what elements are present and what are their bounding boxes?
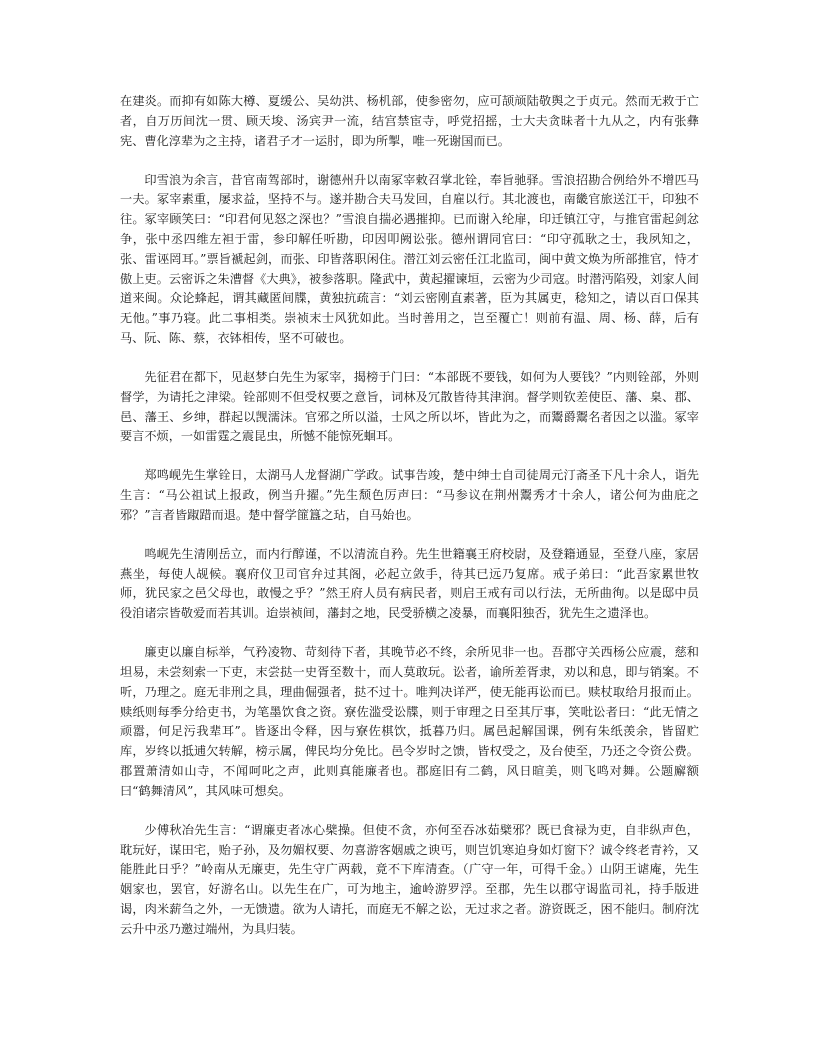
paragraph-4: 郑鸣岘先生掌铨日，太湖马人龙督湖广学政。试事告竣，楚中绅士自司徒周元汀斋圣下凡十余人，诣先生言：“马公祖试上报政，例当升擢。”先生颓色厉声曰：“马参议在荆州鬻秀才十余人，诸公何为曲庇之邪？”言者皆踧踖而退。楚中督学篚簋之玷，自马始也。 <box>120 468 699 522</box>
document-page <box>120 92 699 940</box>
paragraph-7: 少傅秋冶先生言：“谓廉吏者冰心檗操。但使不贪，亦何至吞冰茹檗邪？既已食禄为吏，自非纵声色，耽玩好，谋田宅，贻子孙，及勿媚权要、勿喜游客姻戚之谀丐，则岂饥寒迫身如灯窗下？诚令终老青衿，又能胜此日乎？”岭南从无廉吏，先生守广两载，竟不下库清查。（广守一年，可得千金。）山阴王谑庵，先生姻家也，罢官，好游名山。以先生在广，可为地主，逾岭游罗浮。至郡，先生以郡守谒监司礼，持手版进谒，肉米薪刍之外，一无馈遗。欲为人请托，而庭无不解之讼，无过求之者。游资既乏，困不能归。制府沈云升中丞乃邀过端州，为具归装。 <box>120 822 699 936</box>
paragraph-2: 印雪浪为余言，昔官南驾部时，谢德州升以南冢宰敕召掌北铨，奉旨驰驿。雪浪招勘合例给外不增匹马一夫。冢宰素重，屡求益，坚持不与。遂并勘合夫马发回，自雇以行。其北渡也，南畿官旅送江干，印独不往。冢宰顾笑曰：“印君何见怒之深也？”雪浪自揣必遇摧抑。已而谢入纶扉，印迁镇江守，与推官雷起剑忿争，张中丞四维左袒于雷，参印解任听勘，印因叩阙讼张。德州谓同官曰：“印守孤耿之士，我夙知之，张、雷诬罔耳。”票旨褫起剑，而张、印皆落职闲住。潜江刘云密任江北监司，闽中黄文焕为所部推官，恃才傲上吏。云密诉之朱漕督《大典》，被参落职。隆武中，黄起擢谏垣，云密为少司寇。时潜沔陷殁，刘家人间道来闽。众论蜂起，谓其藏匿间牒，黄独抗疏言：“刘云密刚直素著，臣为其属吏，稔知之，请以百口保其无他。”事乃寝。此二事相类。崇祯末士风犹如此。当时善用之，岂至覆亡！则前有温、周、杨、薛，后有马、阮、陈、蔡，衣钵相传，坚不可破也。 <box>120 172 699 345</box>
paragraph-6: 廉吏以廉自标举，气矜凌物、苛刻待下者，其晚节必不终，余所见非一也。吾郡守关西杨公应震，慈和坦易，未尝刻索一下吏，末尝挞一史胥至数十，而人莫敢玩。讼者，谕所差胥隶，劝以和息，即与销案。不听，乃理之。庭无非刑之具，理曲倔强者，挞不过十。唯判决详严，使无能再讼而已。赎杖取给月报而止。赎纸则每季分给吏书，为笔墨饮食之资。寮佐滥受讼牒，则于审理之日至其厅事，笑吡讼者曰：“此无情之顽嚣，何足污我辈耳”。皆逐出令释，因与寮佐棋饮，抵暮乃归。属邑起解国课，例有朱纸羡余，皆留贮库，岁终以抵逋欠转解，榜示属，俾民均分免比。邑令岁时之馈，皆权受之，及台使至，乃还之令资公费。郡置萧清如山寺，不闻呵叱之声，此则真能廉者也。郡庭旧有二鹤，风日暄美，则飞鸣对舞。公题廨额曰“鹤舞清风”，其风味可想矣。 <box>120 645 699 798</box>
paragraph-5: 鸣岘先生清刚岳立，而内行醇谨，不以清流自矜。先生世籍襄王府校尉，及登籍通显，至登八座，家居燕坐，每使人觇候。襄府仪卫司官弁过其阁，必起立敛手，待其已远乃复席。戒子弟曰：“此吾家累世牧师，犹民家之邑父母也，敢慢之乎？”然王府人员有病民者，则启王戒有司以行法，无所曲徇。以是邸中员役洎诸宗皆敬爱而若其训。迨崇祯间，藩封之地，民受骄横之凌暴，而襄阳独否，犹先生之遗泽也。 <box>120 546 699 621</box>
paragraph-1: 在建炎。而抑有如陈大樽、夏缓公、吴幼洪、杨机部，使参密勿，应可颉颃陆敬舆之于贞元。然而无救于亡者，自万历间沈一贯、顾天埈、汤宾尹一流，结宫禁宦寺，呼党招摇，士大夫贪昧者十九从之，内有张彝宪、曹化淳辈为之主持，诸君子才一运肘，即为所掣，唯一死谢国而已。 <box>120 94 699 148</box>
paragraph-3: 先征君在都下，见赵梦白先生为冢宰，揭榜于门曰：“本部既不要钱，如何为人要钱？”内则铨部，外则督学，为请托之津梁。铨部则不但受权要之意旨，词林及冗散皆待其津润。督学则钦差使臣、藩、臬、郡、邑、藩王、乡绅，群起以觊濡沫。官邪之所以溢，士风之所以坏，皆此为之，而鬻爵鬻名者因之以滥。冢宰要言不烦，一如雷霆之震昆虫，所憾不能惊死蛔耳。 <box>120 369 699 444</box>
